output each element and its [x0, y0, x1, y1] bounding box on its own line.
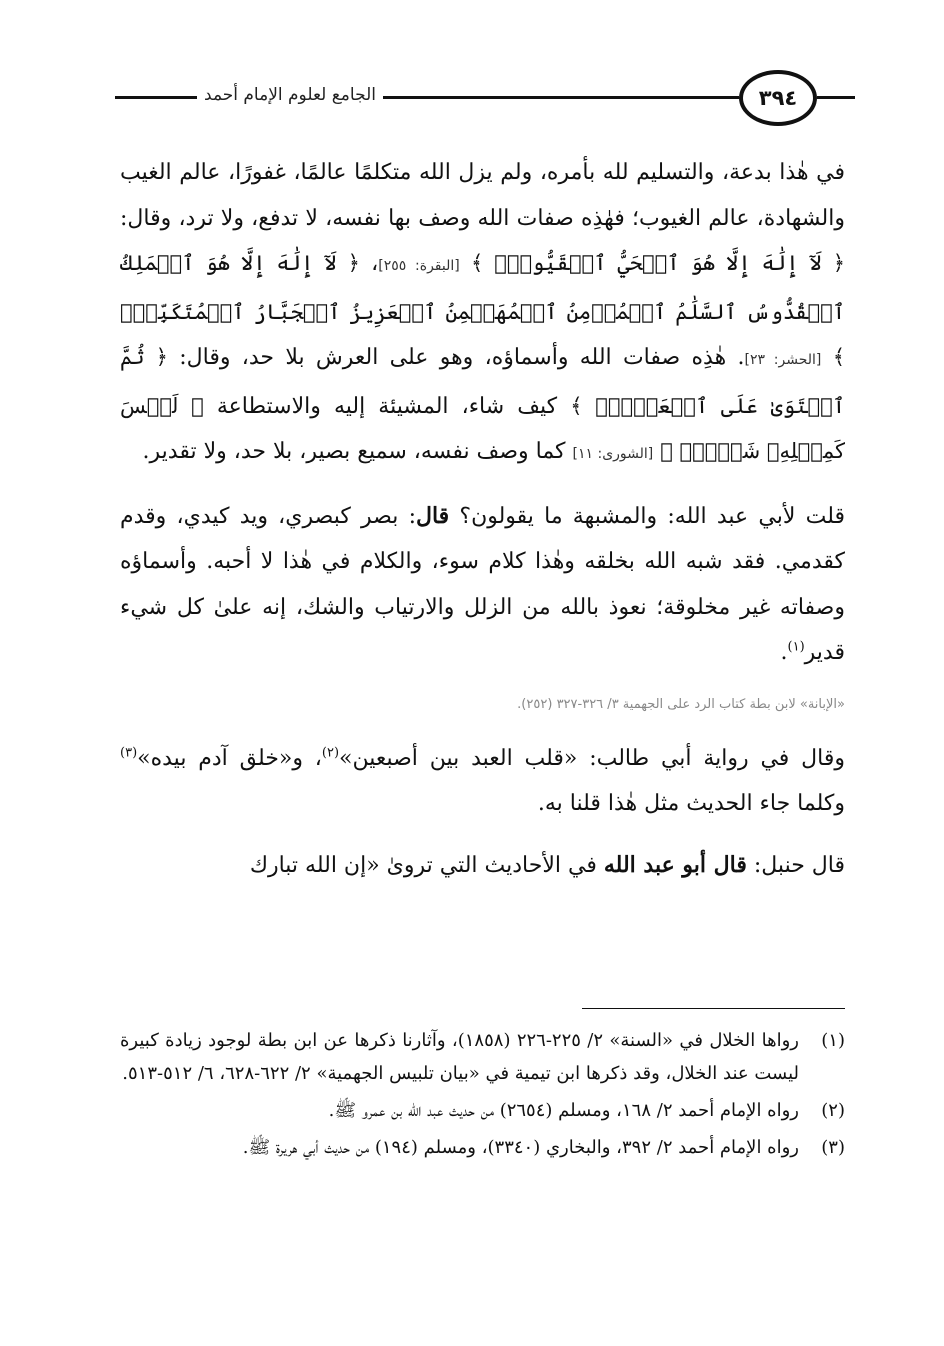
source-citation: «الإبانة» لابن بطة كتاب الرد على الجهمية ٣/ ٣٢٦-٣٢٧ (٢٥٢).: [517, 696, 845, 712]
text-run: قال حنبل:: [746, 852, 845, 878]
text-run: في الأحاديث التي ترویٰ «إن الله تبارك: [249, 852, 604, 878]
header-rule-right: [817, 96, 855, 99]
text-run: كيف شاء، المشيئة إليه والاستطاعة: [203, 393, 571, 419]
header-title: الجامع لعلوم الإمام أحمد: [204, 85, 376, 105]
text-run: قلت لأبي عبد الله: والمشبهة ما يقولون؟: [449, 503, 845, 529]
page-number-badge: [739, 70, 817, 126]
footnote-text: رواه الإمام أحمد ٢/ ١٦٨، ومسلم (٢٦٥٤) من حديث عبد الله بن عمرو ﷺ.: [328, 1100, 799, 1121]
text-run: كما وصف نفسه، سميع بصير، بلا حد، ولا تقدير.: [142, 439, 573, 464]
bold-qal: قال: [415, 502, 450, 529]
footnotes: [120, 1024, 845, 1168]
text-run: وقال في رواية أبي طالب: «قلب العبد بين أصبعين»: [339, 745, 845, 771]
footnote-number: (٣): [821, 1137, 845, 1158]
verse-reference: [الشورى: ١١]: [572, 446, 654, 462]
paragraph-1: [120, 150, 845, 478]
footnote-marker[interactable]: (٢): [321, 745, 340, 761]
paragraph-4: [120, 843, 845, 889]
main-text: [120, 150, 845, 888]
footnote-number: (٢): [821, 1100, 845, 1121]
text-run: وكلما جاء الحديث مثل هٰذا قلنا به.: [537, 791, 845, 816]
footnote: [120, 1131, 845, 1164]
text-run: ،: [359, 251, 379, 276]
footnote-marker[interactable]: (١): [787, 639, 805, 655]
footnote-separator: [582, 1008, 845, 1009]
text-run: .: [780, 640, 788, 665]
text-run: . هٰذِه صفات الله وأسماؤه، وهو على العرش بلا حد، وقال:: [167, 345, 745, 370]
text-run: : بصر كبصري، ويد كيدي، وقدم كقدمي. فقد شبه الله بخلقه وهٰذا كلام سوء، والكلام في هٰذا لا أحبه. وأسماؤه وصفاته غير مخلوقة؛ نعوذ بالله من الزلل والارتياب والشك، إنه علىٰ كل شيء قدير: [120, 503, 845, 665]
bold-attribution: قال أبو عبد الله: [603, 851, 747, 878]
text-run: في هٰذا بدعة، والتسليم لله بأمره، ولم يزل الله متكلمًا عالمًا، غفورًا، عالم الغيب والشهادة، عالم الغيوب؛ فهٰذِه صفات الله وصف بها نفسه، لا تدفع، ولا ترد، وقال:: [120, 160, 845, 231]
text-run: ، و«خلق آدم بيده»: [137, 745, 322, 771]
quran-verse: ﴿ لَيۡسَ كَمِثۡلِهِۦ شَيۡءٌۖ ﴾: [120, 393, 845, 463]
paragraph-3: [120, 736, 845, 827]
footnote-text: رواها الخلال في «السنة» ٢/ ٢٢٥-٢٢٦ (١٨٥٨)، وآثارنا ذكرها عن ابن بطة لوجود زيادة كبيرة ليست عند الخلال، وقد ذكرها ابن تيمية في «بيان تلبيس الجهمية» ٢/ ٦٢٢-٦٢٨، ٦/ ٥١٢-٥١٣.: [120, 1030, 799, 1084]
quran-verse: ﴿ لَآ إِلَٰهَ إِلَّا هُوَ ٱلۡحَيُّ ٱلۡقَيُّومُۚ ﴾: [470, 251, 845, 275]
verse-reference: [الحشر: ٢٣]: [744, 352, 822, 368]
header-rule-left: [115, 96, 197, 99]
footnote-marker[interactable]: (٣): [120, 745, 138, 761]
header-rule-middle: [383, 96, 739, 99]
verse-reference: [البقرة: ٢٥٥]: [378, 258, 460, 274]
footnote: [120, 1024, 845, 1090]
page-number: ٣٩٤: [758, 86, 798, 110]
running-header: [115, 68, 855, 128]
quran-verse: ﴿ ثُمَّ ٱسۡتَوَىٰ عَلَى ٱلۡعَرۡشِۖ ﴾: [120, 345, 845, 418]
footnote-number: (١): [821, 1030, 845, 1051]
footnote: [120, 1094, 845, 1127]
paragraph-2: [120, 494, 845, 676]
footnote-text: رواه الإمام أحمد ٢/ ٣٩٢، والبخاري (٣٣٤٠)، ومسلم (١٩٤) من حديث أبي هريرة ﷺ.: [242, 1137, 799, 1158]
quran-verse: ﴿ لَآ إِلَٰهَ إِلَّا هُوَ ٱلۡمَلِكُ ٱلۡقُدُّوسُ ٱلسَّلَٰمُ ٱلۡمُؤۡمِنُ ٱلۡمُهَيۡمِنُ ٱلۡعَزِيزُ ٱلۡجَبَّارُ ٱلۡمُتَكَبِّرُۚ ﴾: [120, 251, 845, 369]
